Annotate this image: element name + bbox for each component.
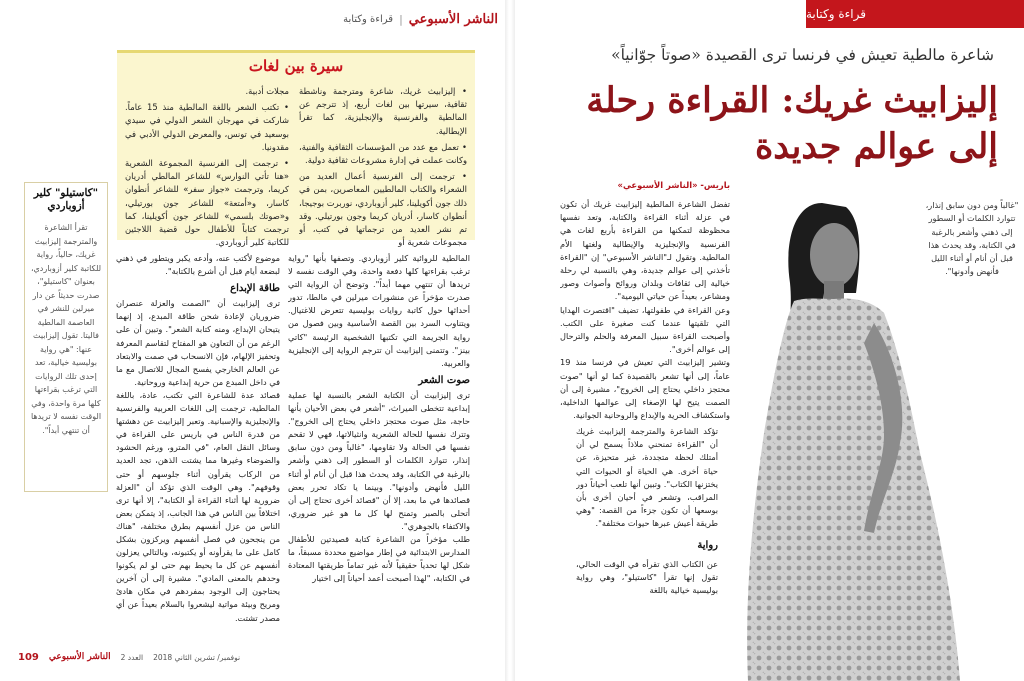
headline-line-2: إلى عوالم جديدة	[754, 126, 998, 167]
bio-box	[117, 50, 475, 248]
left-article-column-right	[288, 252, 470, 634]
header-separator: |	[399, 12, 403, 26]
paragraph: المالطية للروائية كلير أزوباردي. وتصفها بأنها "رواية ترغب بقراءتها كلها دفعة واحدة، وفي الوقت نفسه لا تريدها أن تنتهي مهما أبداً". وتوضح أن الرواية التي صدرت مؤخراً عن منشورات ميرلين في مالطا، تدور أحداثها حول كاتبة روايات بوليسية تتعرض للاغتيال. ويتناوب السرد بين القصة الأساسية وبين فصول من رواية الجريمة التي تكتبها الشخصية الرئيسة "كاتي بينز". وتتمنى إليزابيث أن تترجم الرواية إلى الإنجليزية والعربية.	[288, 253, 470, 368]
right-article-column	[560, 198, 730, 420]
paragraph: موضوع لأكتب عنه، وأدعه يكبر ويتطور في ذهني لبضعة أيام قبل أن أشرع بالكتابة".	[116, 253, 280, 277]
right-article-column-continued	[576, 425, 718, 535]
issue-number: العدد 2	[120, 652, 144, 662]
section-tab: قراءة وكتابة	[806, 0, 1024, 28]
subheading: طاقة الإبداع	[230, 283, 280, 295]
publication-logo: الناشر الأسبوعي	[408, 11, 498, 27]
bio-item: • إليزابيث غريك، شاعرة ومترجمة وناشطة ثقافية، سيرتها بين لغات أربع، إذ تترجم عن المالطية والفرنسية والإنجليزية، كما تقرأ الإيطالية.	[299, 86, 467, 136]
paragraph: عن الكتاب الذي تقرأه في الوقت الحالي، تقول إنها تقرأ "كاستيلو"، وهي رواية بوليسية خيالية باللغة	[576, 559, 718, 596]
paragraph: تفضل الشاعرة المالطية إليزابيث غريك أن تكون في عزلة أثناء القراءة والكتابة، وتعد نفسها محظوظة لتمكنها من القراءة بأربع لغات هي الفرنسية والإنجليزية والإيطالية ولغتها الأم المالطية. وتقول لـ"الناشر الأسبوعي" إن "القراءة تأخذني إلى عوالم جديدة، وهي بالنسبة لي رحلة خيالية إلى ثقافات وبلدان وروائح وأصوات وصور ومشاعر، بعيداً عن حياتي اليومية".	[560, 199, 730, 302]
paragraph: ترى إليزابيث أن الكتابة الشعر بالنسبة لها عملية إبداعية تتخطى الميراث، "أشعر في بعض الأحيان بأنها حاجة، مثل صوت محتجز داخلي يحتاج إلى الخروج". وتترك نفسها للحالة الشعرية وانثيالاتها، فهي لا تقحم نفسها في الحالة ولا تقاومها، "غالباً ومن دون سابق إنذار، تتوارد الكلمات أو السطور إلى ذهني وأشعر بالرغبة في الكتابة، وقد يحدث هذا قبل أن أنام أو أثناء الليل فأنهض وأدونها". وبينما يا تكاد تحرر بعض قصائدها في ما بعد، إلا أن "قصائد أخرى تحتاج إلى أن أتحلى بالصبر وتمنح لها كل ما هو غير ضروري، والاكتفاء بالجوهري".	[288, 389, 470, 531]
bio-item: • تعمل مع عدد من المؤسسات الثقافية والفنية، وكانت عملت في إدارة مشروعات ثقافية دولية.	[299, 141, 467, 166]
paragraph: ترى إليزابيث أن "الصمت والعزلة عنصران ضروريان لإعادة شحن طاقة المبدع، إذ إنهما يتيحان الإبداع، ومنه كتابة الشعر". وتبين أن على الرغم من أن التعاون هو المفتاح لتقاسم المعرفة وتحفيز الإلهام، فإن الانسحاب في صمت والابتعاد عن العالم الخارجي يفسح المجال للاتصال مع ما في داخل المبدع من حرية إبداعية وروحانية.	[116, 298, 280, 387]
left-article-column-left	[116, 252, 280, 634]
pull-quote: "غالباً ومن دون سابق إنذار، تتوارد الكلمات أو السطور إلى ذهني وأشعر بالرغبة في الكتابة، وقد يحدث هذا قبل أن أنام أو أثناء الليل فأنهض وأدونها".	[922, 195, 1022, 329]
page-gutter	[505, 0, 515, 681]
footer-logo: الناشر الأسبوعي	[48, 652, 111, 662]
bio-item: • ترجمت إلى الفرنسية المجموعة الشعرية «هنا تأتي النوارس» للشاعر المالطي أدريان كريما، وترجمت «جواز سفر» للشاعر أنطوان كاسار، و«أمتعة» للشاعر جون بورتيلي، و«صوتك بلسمي» للشاعر جون أكويلينا، كما ترجمت كتاباً للأطفال حول قضية اللاجئين للكاتبة كلير أزوباردي.	[125, 158, 289, 248]
article-strapline: شاعرة مالطية تعيش في فرنسا ترى القصيدة «صوتاً جوّانياً»	[611, 46, 994, 64]
bio-item: • تكتب الشعر باللغة المالطية منذ 15 عاماً. شاركت في مهرجان الشعر الدولي في سيدي بوسعيد في تونس، والمعرض الدولي الأدبي في مقدونيا.	[125, 102, 289, 152]
bio-title: سيرة بين لغات	[248, 57, 344, 75]
left-page-header	[18, 8, 498, 30]
sidebar-text: تقرأ الشاعرة والمترجمة إليزابيث غريك، حالياً، رواية للكاتبة كلير أزوباردي، بعنوان "كاستيلو"، صدرت حديثاً عن دار ميرلين للنشر في العاصمة المالطية فاليتا. تقول إليزابيث عنها: "هي رواية بوليسية خيالية، تعد إحدى تلك الروايات التي ترغب بقراءتها كلها مرة واحدة، وفي الوقت نفسه لا تريدها أن تنتهي أبداً".	[30, 223, 102, 435]
article-headline	[560, 78, 998, 170]
bio-item: • ترجمت إلى الفرنسية أعمال العديد من الشعراء والكتاب المالطيين المعاصرين، بمن في ذلك جون أكويلينا، كلير أزوباردي، نوربرت بوجيجا، أنطوان كاسار، أدريان كريما وجون بورتيلي. وقد تم نشر العديد من ترجماتها في كتب، أو مجموعات شعرية أو	[299, 171, 467, 248]
bio-item: مجلات أدبية.	[245, 86, 289, 96]
left-page-footer	[18, 648, 498, 666]
bio-column-right	[299, 85, 467, 252]
sidebar-box	[24, 182, 108, 492]
subheading: صوت الشعر	[418, 374, 470, 386]
page-number: 109	[18, 651, 39, 663]
paragraph: طلب مؤخراً من الشاعرة كتابة قصيدتين للأطفال المدارس الابتدائية في إطار مواضيع محددة مسبقاً، ما شكل لها تحدياً حقيقياً لأنه غير تماماً طريقتها المعتادة في الكتابة، "لهذا أصبحت أعمد أحياناً إلى اختيار	[288, 533, 470, 584]
subheading: رواية	[697, 540, 718, 551]
issue-date: نوفمبر/ تشرين الثاني 2018	[153, 652, 241, 662]
section-name: قراءة وكتابة	[343, 13, 394, 25]
paragraph: وتشير إليزابيث التي تعيش في فرنسا منذ 19 عاماً، إلى أنها تشعر بالقصيدة كما لو أنها "صوت محتجز داخلي يحتاج إلى الخروج"، مشيرة إلى أن الصمت يتيح لها الإصغاء إلى عوالمها الداخلية، واستكشاف الحرية والإبداع والروحانية الجوانية.	[560, 357, 730, 420]
paragraph: تؤكد الشاعرة والمترجمة إليزابيث غريك أن "القراءة تمنحني ملاذاً يسمح لي أن أمتلك لحظة متجددة، غير متحيزة، عن حياة أخرى. هي الحياة أو الحيوات التي يختزنها الكتاب". وتبين أنها تلعب أحياناً دور المراقب، وتشعر في أحيان أخرى بأن بوسعها أن تكون جزءاً من القصة: "وهي طريقة أعيش عبرها حيوات مختلفة".	[576, 426, 718, 529]
paragraph: قصائد عدة للشاعرة التي تكتب، عادة، باللغة المالطية، ترجمت إلى اللغات العربية والفرنسية والإنجليزية والإسبانية. وتعبر إليزابيث عن دهشتها من قدرة الناس في باريس على القراءة في وسائل النقل العام، "في المترو، ورغم الحشود والضوضاء وغيرها مما يشتت الذهن، تجد العديد من الركاب يقرأون أثناء جلوسهم أو حتى وقوفهم". وهي الوقت الذي تؤكد أن "العزلة ضرورية لها أثناء القراءة أو الكتابة"، إلا أنها ترى اختلافاً بين الناس في هذا الجانب، إذ يتمكن بعض الناس من عزل أنفسهم بطرق مختلفة، "هناك من ينجحون في فصل أنفسهم ويركزون بشكل كامل على ما يقرأونه أو يكتبونه، وبالتالي يعزلون أنفسهم عن كل ما يحيط بهم حتى لو لم يكونوا وحدهم بالمعنى المادي". مشيرة إلى أن آخرين يحتاجون إلى الوجود بمفردهم في مكان هادئ ومريح وبيئة مواتية ليشعروا بالسلام بعيداً عن أي مصدر تشتت.	[116, 389, 280, 623]
headline-line-1: إليزابيث غريك: القراءة رحلة	[586, 80, 998, 121]
bio-column-left	[125, 85, 289, 252]
byline: باريس- «الناشر الأسبوعي»	[617, 180, 730, 190]
sidebar-title: "كاستيلو" كلير أزوباردي	[33, 187, 99, 212]
paragraph: وعن القراءة في طفولتها، تضيف "اقتصرت الهدايا التي تلقيتها عندما كنت صغيرة على الكتب. وأصبحت القراءة سبيل المعرفة والحلم والترحال إلى عوالم أخرى".	[560, 304, 730, 355]
